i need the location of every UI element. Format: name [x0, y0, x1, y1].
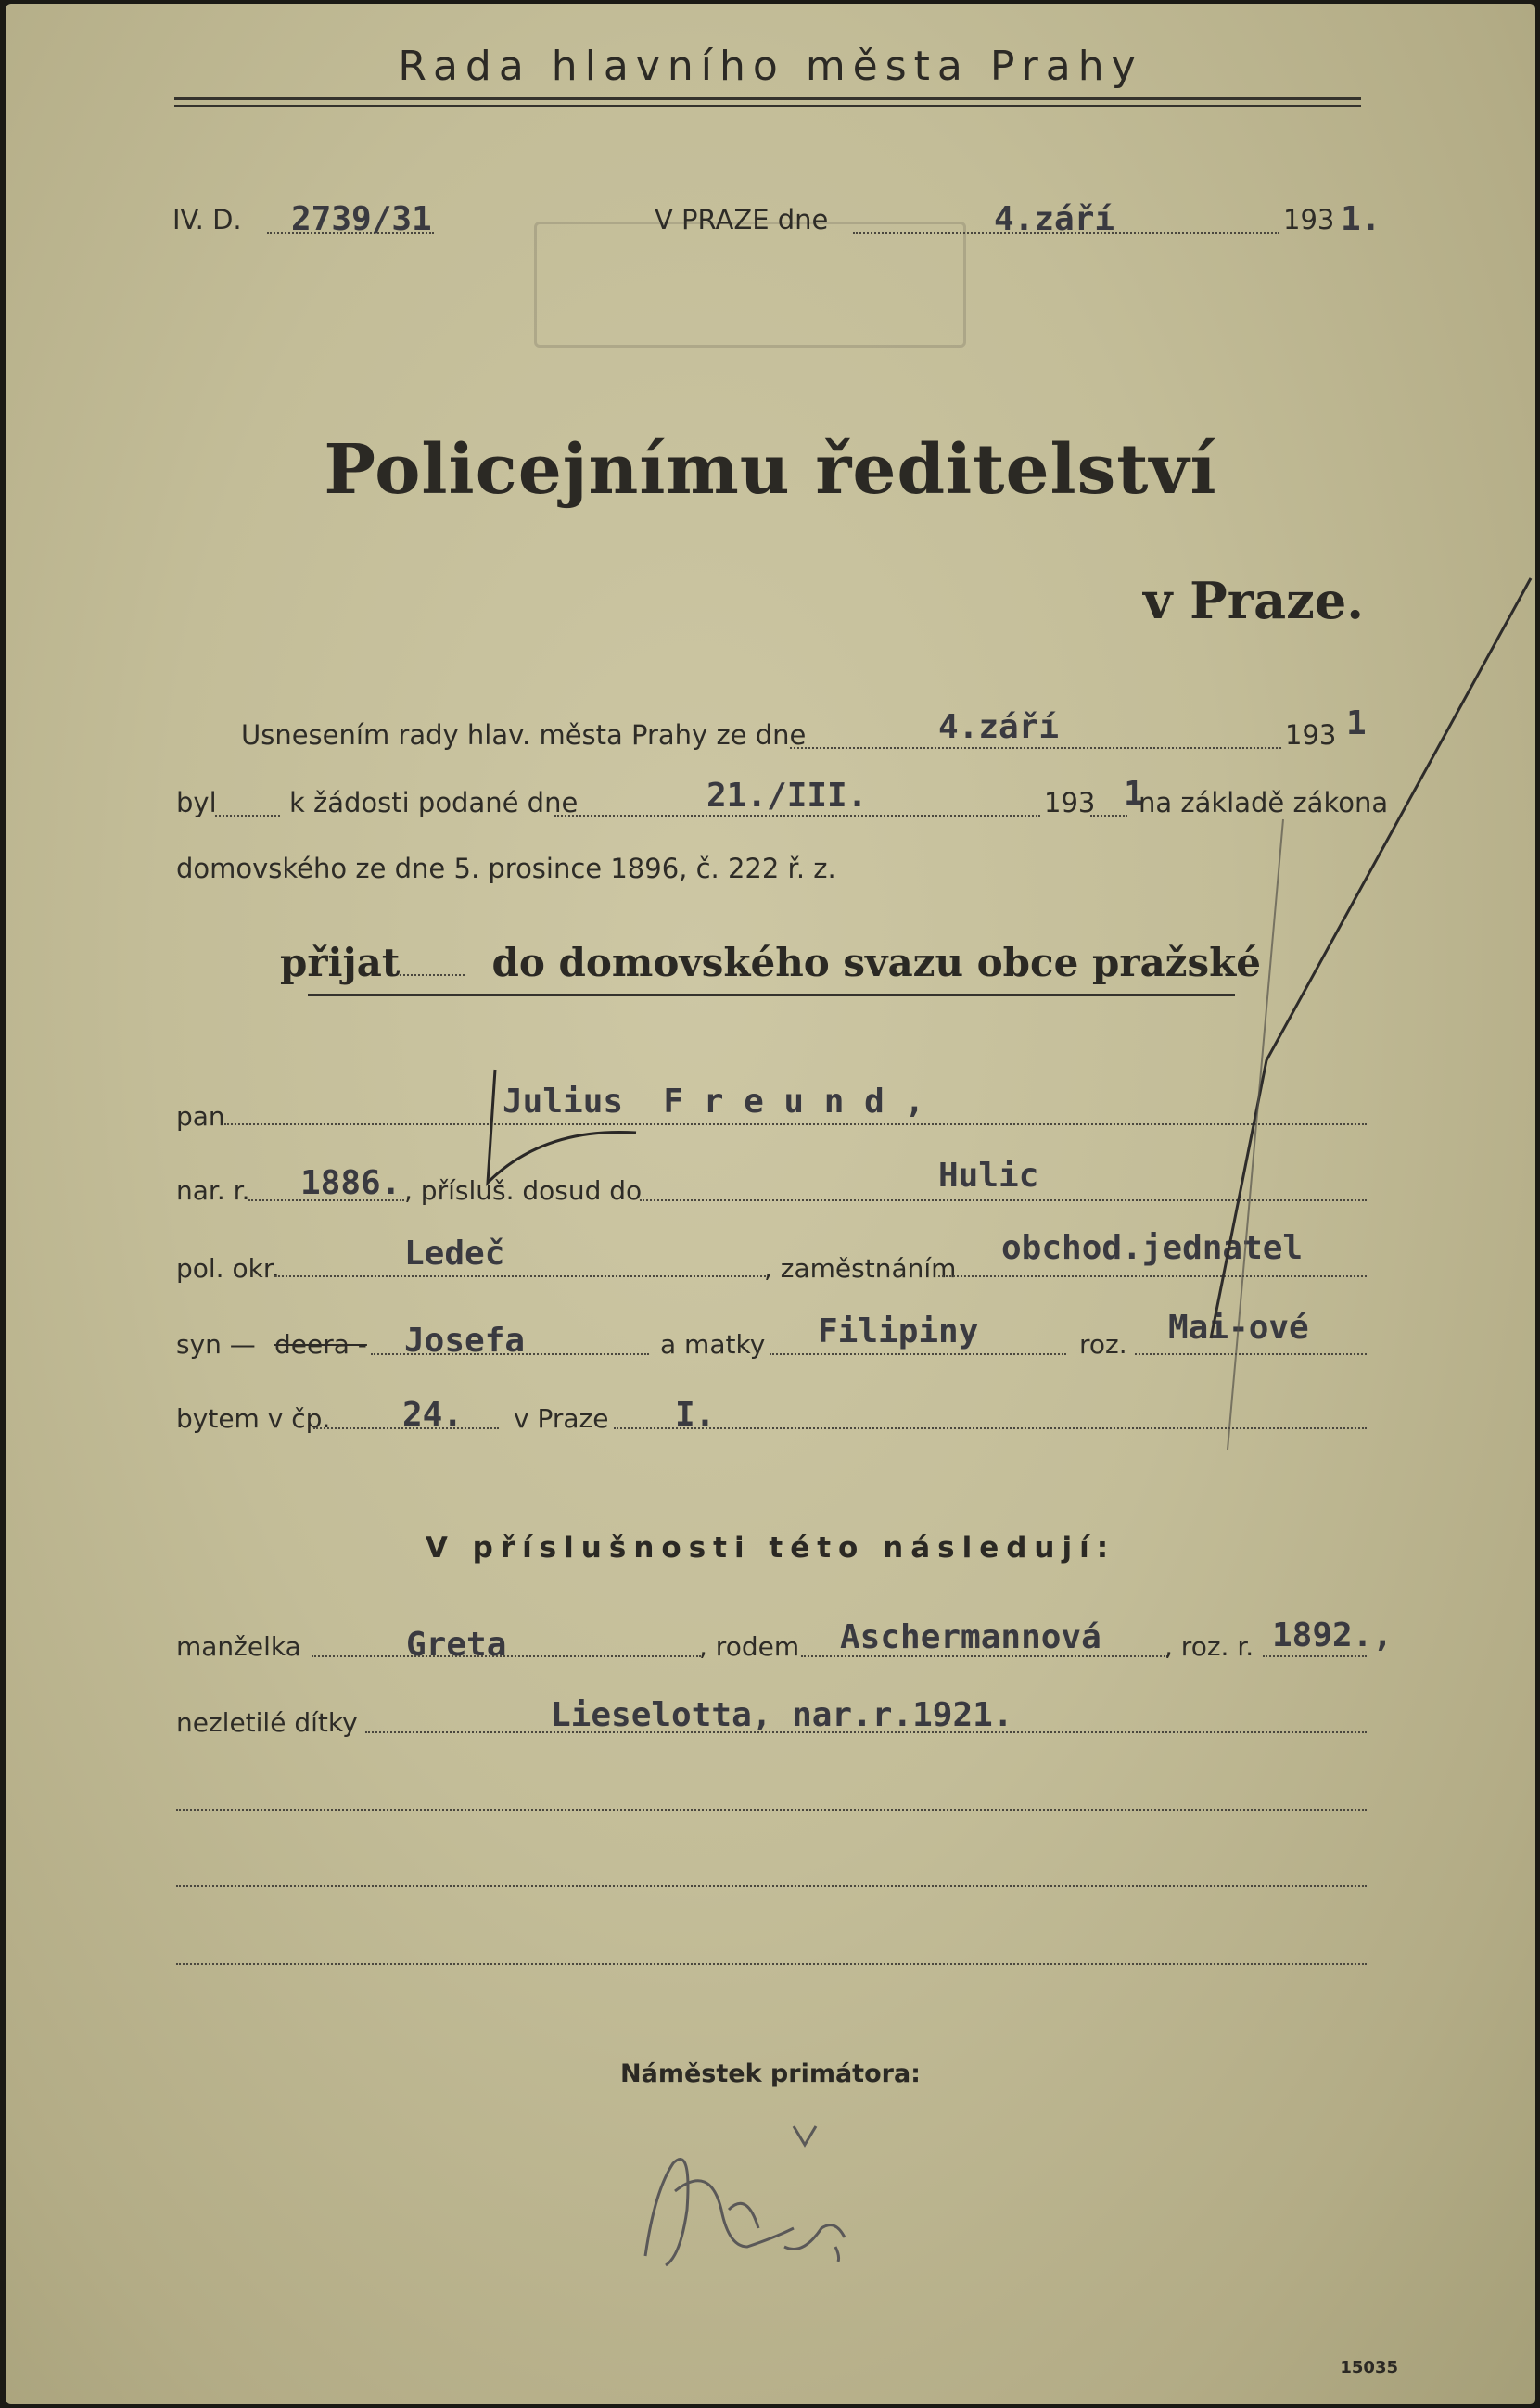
- empty-line-1: [176, 1809, 1367, 1811]
- pan-dots: [224, 1123, 1367, 1125]
- father-value: Josefa: [404, 1322, 526, 1360]
- district-value: Ledeč: [404, 1235, 505, 1273]
- prague-district: I.: [675, 1396, 716, 1434]
- request-date: 21./III.: [706, 777, 868, 815]
- letterhead-rule-bottom: [174, 105, 1361, 107]
- belonging-dots: [640, 1199, 1367, 1201]
- letterhead-rule-top: [174, 97, 1361, 100]
- request-label: k žádosti podané dne: [289, 787, 579, 818]
- date-year-suffix: 1.: [1341, 200, 1381, 238]
- maiden-label: roz.: [1079, 1329, 1127, 1360]
- law-reference-2: domovského ze dne 5. prosince 1896, č. 222 ř. z.: [176, 853, 836, 884]
- residence-label: bytem v čp.: [176, 1403, 331, 1434]
- admitted-underline: [308, 994, 1235, 996]
- occupation-value: obchod.jednatel: [1001, 1229, 1304, 1267]
- addressee-city: v Praze.: [1142, 571, 1364, 630]
- mother-dots: [770, 1353, 1066, 1355]
- faded-stamp: [534, 222, 966, 348]
- date-year-prefix: 193: [1283, 204, 1335, 235]
- request-dots: [554, 815, 1040, 817]
- ref-number: 2739/31: [291, 200, 432, 238]
- date-value: 4.září: [994, 200, 1115, 238]
- occupation-dots: [938, 1275, 1367, 1277]
- wife-label: manželka: [176, 1631, 301, 1662]
- nee-label: , rodem: [699, 1631, 800, 1662]
- request-year-suffix: 1: [1124, 775, 1144, 813]
- prague-dots: [614, 1427, 1367, 1429]
- born-year: 1886.: [300, 1164, 401, 1202]
- belonging-label: , přísluš. dosud do: [404, 1175, 643, 1206]
- admitted-phrase: do domovského svazu obce pražské: [491, 940, 1261, 985]
- empty-line-2: [176, 1885, 1367, 1887]
- document-sheet: [6, 4, 1535, 2404]
- empty-line-3: [176, 1963, 1367, 1965]
- ref-label: IV. D.: [172, 204, 242, 235]
- resolution-dots: [790, 747, 1281, 749]
- resolution-date: 4.září: [938, 708, 1060, 746]
- wife-value: Greta: [406, 1626, 507, 1664]
- resolution-year-suffix: 1: [1346, 704, 1367, 742]
- law-reference-1: na základě zákona: [1139, 787, 1389, 818]
- daughter-struck: deera -: [274, 1329, 367, 1360]
- byl-dots: [215, 815, 280, 817]
- nee-value: Aschermannová: [840, 1618, 1101, 1656]
- belonging-place: Hulic: [938, 1157, 1039, 1195]
- pencil-side-line: [1228, 819, 1283, 1450]
- mother-value: Filipiny: [818, 1312, 979, 1350]
- children-value: Lieselotta, nar.r.1921.: [551, 1696, 1013, 1734]
- maiden-dots: [1135, 1353, 1367, 1355]
- person-name: Julius F r e u n d ,: [503, 1083, 925, 1121]
- wife-born-value: 1892.,: [1272, 1616, 1394, 1654]
- pan-label: pan: [176, 1101, 225, 1132]
- byl-label: byl: [176, 787, 217, 818]
- children-label: nezletilé dítky: [176, 1707, 358, 1738]
- wife-born-dots: [1263, 1655, 1367, 1657]
- admitted-word: přijat: [280, 940, 401, 985]
- date-label: V PRAZE dne: [655, 204, 829, 235]
- signature-label: Náměstek primátora:: [620, 2059, 921, 2088]
- maiden-value: Mai-ové: [1168, 1309, 1309, 1347]
- district-label: pol. okr.: [176, 1253, 280, 1284]
- born-label: nar. r.: [176, 1175, 250, 1206]
- request-year-dots: [1090, 815, 1127, 817]
- resolution-year-prefix: 193: [1285, 719, 1337, 751]
- form-number: 15035: [1340, 2358, 1398, 2377]
- prague-label: v Praze: [514, 1403, 609, 1434]
- son-label: syn —: [176, 1329, 256, 1360]
- letterhead: Rada hlavního města Prahy: [398, 43, 1143, 90]
- district-dots: [274, 1275, 766, 1277]
- members-title: V příslušnosti této následují:: [425, 1531, 1116, 1565]
- occupation-label: , zaměstnáním: [764, 1253, 957, 1284]
- request-year-prefix: 193: [1044, 787, 1096, 818]
- wife-born-label: , roz. r.: [1165, 1631, 1254, 1662]
- mother-label: a matky: [660, 1329, 766, 1360]
- addressee-heading: Policejnímu ředitelství: [324, 430, 1217, 510]
- signature-scribble: [645, 2126, 845, 2265]
- house-number: 24.: [402, 1396, 464, 1434]
- resolution-label: Usnesením rady hlav. města Prahy ze dne: [241, 719, 807, 751]
- admitted-line: [6, 940, 1535, 985]
